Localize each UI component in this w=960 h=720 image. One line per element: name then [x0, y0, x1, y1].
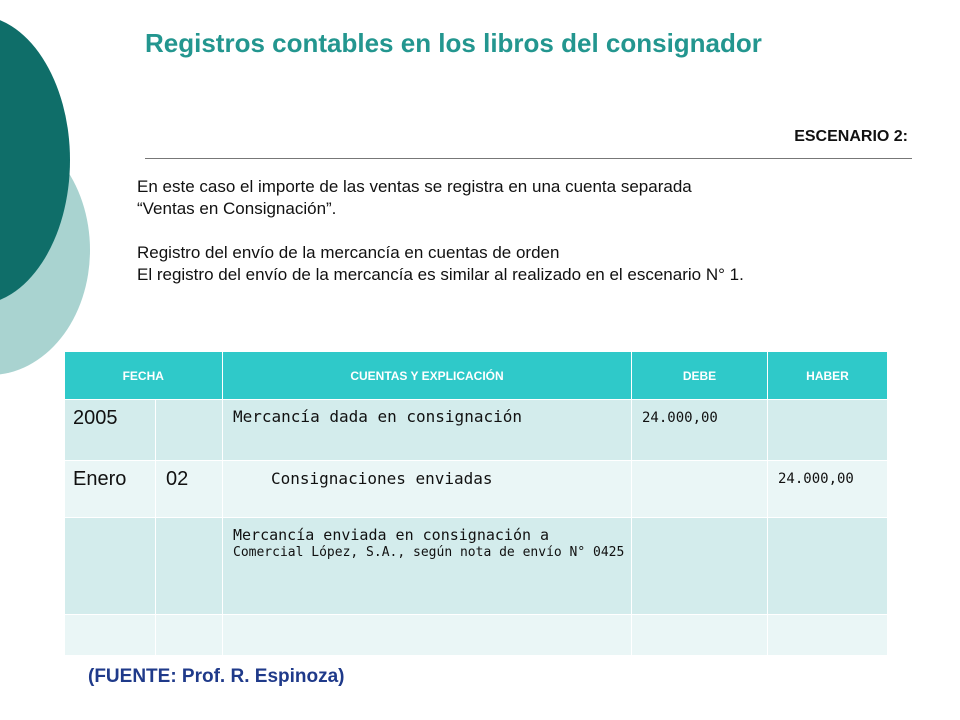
cell-account-debit: Mercancía dada en consignación [223, 400, 632, 461]
cell-empty [65, 615, 156, 656]
header-cuentas: CUENTAS Y EXPLICACIÓN [223, 352, 632, 400]
cell-month: Enero [65, 461, 156, 518]
table-row [65, 615, 888, 656]
cell-explanation [223, 518, 632, 615]
cell-empty [156, 615, 223, 656]
table-row [65, 400, 888, 461]
source-citation: (FUENTE: Prof. R. Espinoza) [88, 666, 345, 687]
cell-debe [632, 461, 768, 518]
cell-empty [768, 518, 888, 615]
cell-empty [65, 518, 156, 615]
slide-title: Registros contables en los libros del consignador [145, 28, 762, 58]
header-fecha: FECHA [65, 352, 223, 400]
table-row [65, 461, 888, 518]
registro-heading: Registro del envío de la mercancía en cuentas de orden [137, 243, 560, 262]
table-header-row [65, 352, 888, 400]
cell-empty [632, 615, 768, 656]
intro-line-1: En este caso el importe de las ventas se registra en una cuenta separada [137, 177, 692, 196]
cell-haber [768, 400, 888, 461]
cell-empty [156, 518, 223, 615]
cell-empty [223, 615, 632, 656]
intro-line-2: “Ventas en Consignación”. [137, 199, 337, 218]
table-row [65, 518, 888, 615]
cell-day [156, 400, 223, 461]
horizontal-divider [145, 158, 912, 159]
header-debe: DEBE [632, 352, 768, 400]
cell-account-credit: Consignaciones enviadas [223, 461, 632, 518]
scenario-label: ESCENARIO 2: [794, 128, 908, 145]
cell-empty [632, 518, 768, 615]
paragraph-gap [137, 220, 927, 242]
journal-table [64, 352, 888, 656]
cell-haber: 24.000,00 [768, 461, 888, 518]
cell-debe: 24.000,00 [632, 400, 768, 461]
cell-empty [768, 615, 888, 656]
header-haber: HABER [768, 352, 888, 400]
body-text [137, 176, 927, 286]
explanation-line-1: Mercancía enviada en consignación a [233, 526, 550, 544]
registro-detail: El registro del envío de la mercancía es similar al realizado en el escenario N° 1. [137, 265, 744, 284]
cell-year: 2005 [65, 400, 156, 461]
explanation-line-2: Comercial López, S.A., según nota de envío N° 0425 [233, 545, 625, 560]
cell-day: 02 [156, 461, 223, 518]
